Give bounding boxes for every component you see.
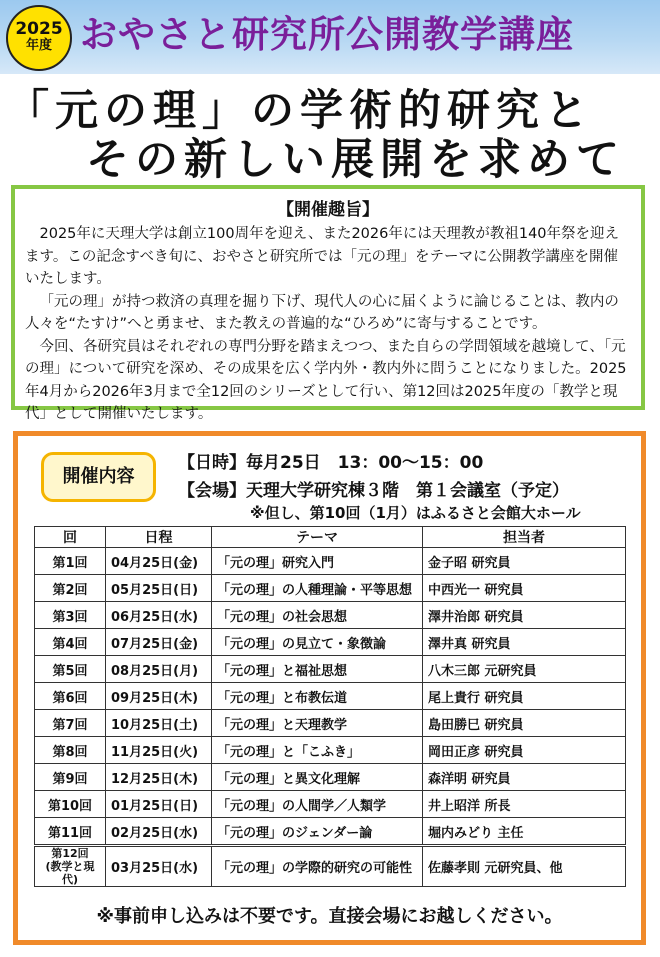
cell-theme: 「元の理」の人間学／人類学 bbox=[212, 791, 423, 818]
col-header-theme: テーマ bbox=[212, 527, 423, 548]
cell-person: 金子昭 研究員 bbox=[423, 548, 626, 575]
cell-theme: 「元の理」の見立て・象徴論 bbox=[212, 629, 423, 656]
cell-person: 堀内みどり 主任 bbox=[423, 818, 626, 846]
year-badge bbox=[6, 5, 72, 71]
cell-date: 10月25日(土) bbox=[106, 710, 212, 737]
year-suffix: 年度 bbox=[25, 38, 52, 53]
cell-no: 第1回 bbox=[35, 548, 106, 575]
table-row bbox=[35, 683, 626, 710]
cell-no: 第4回 bbox=[35, 629, 106, 656]
cell-date: 12月25日(木) bbox=[106, 764, 212, 791]
cell-no: 第5回 bbox=[35, 656, 106, 683]
cell-person: 八木三郎 元研究員 bbox=[423, 656, 626, 683]
cell-person: 中西光一 研究員 bbox=[423, 575, 626, 602]
main-title-line1: 「元の理」の学術的研究と bbox=[6, 86, 594, 136]
table-row bbox=[35, 737, 626, 764]
content-label: 開催内容 bbox=[41, 452, 156, 502]
cell-theme: 「元の理」の学際的研究の可能性 bbox=[212, 846, 423, 887]
col-header-no: 回 bbox=[35, 527, 106, 548]
purpose-paragraph: 今回、各研究員はそれぞれの専門分野を踏まえつつ、また自らの学問領域を越境して、「元の理」について研究を深め、その成果を広く学内外・教内外に問うことになりました。2025年4月から2026年3月まで全12回のシリーズとして行い、第12回は2025年度の「教学と現代」として開催いたします。 bbox=[25, 338, 627, 422]
cell-no: 第9回 bbox=[35, 764, 106, 791]
cell-theme: 「元の理」のジェンダー論 bbox=[212, 818, 423, 846]
venue-note: ※但し、第10回（1月）はふるさと会館大ホール bbox=[250, 504, 581, 522]
purpose-body bbox=[25, 223, 631, 426]
cell-no: 第7回 bbox=[35, 710, 106, 737]
cell-theme: 「元の理」と「こふき」 bbox=[212, 737, 423, 764]
table-row bbox=[35, 764, 626, 791]
venue-info: 【会場】天理大学研究棟３階 第１会議室（予定） bbox=[178, 481, 569, 501]
cell-no bbox=[35, 846, 106, 887]
schedule-box bbox=[13, 431, 646, 945]
cell-date: 11月25日(火) bbox=[106, 737, 212, 764]
cell-no: 第2回 bbox=[35, 575, 106, 602]
cell-date: 06月25日(水) bbox=[106, 602, 212, 629]
footer-note: ※事前申し込みは不要です。直接会場にお越しください。 bbox=[96, 906, 563, 927]
cell-date: 01月25日(日) bbox=[106, 791, 212, 818]
cell-person: 澤井真 研究員 bbox=[423, 629, 626, 656]
col-header-date: 日程 bbox=[106, 527, 212, 548]
cell-theme: 「元の理」の社会思想 bbox=[212, 602, 423, 629]
cell-person: 尾上貴行 研究員 bbox=[423, 683, 626, 710]
cell-theme: 「元の理」と天理教学 bbox=[212, 710, 423, 737]
table-row bbox=[35, 602, 626, 629]
cell-theme: 「元の理」と福祉思想 bbox=[212, 656, 423, 683]
cell-person: 岡田正彦 研究員 bbox=[423, 737, 626, 764]
cell-person: 井上昭洋 所長 bbox=[423, 791, 626, 818]
main-title-line2: その新しい展開を求めて bbox=[86, 135, 625, 185]
cell-date: 02月25日(水) bbox=[106, 818, 212, 846]
cell-date: 04月25日(金) bbox=[106, 548, 212, 575]
purpose-paragraph: 「元の理」が持つ救済の真理を掘り下げ、現代人の心に届くように論じることは、教内の人々を“たすけ”へと勇ませ、また教えの普遍的な“ひろめ”に寄与することです。 bbox=[25, 293, 619, 332]
cell-date: 05月25日(日) bbox=[106, 575, 212, 602]
cell-theme: 「元の理」と異文化理解 bbox=[212, 764, 423, 791]
cell-no: 第11回 bbox=[35, 818, 106, 846]
header-band bbox=[0, 0, 660, 74]
table-row-special bbox=[35, 846, 626, 887]
table-header-row bbox=[35, 527, 626, 548]
table-row bbox=[35, 548, 626, 575]
year-number: 2025 bbox=[15, 19, 63, 39]
purpose-box bbox=[11, 185, 645, 422]
cell-person: 島田勝巳 研究員 bbox=[423, 710, 626, 737]
cell-date: 07月25日(金) bbox=[106, 629, 212, 656]
cell-theme: 「元の理」と布教伝道 bbox=[212, 683, 423, 710]
cell-no: 第10回 bbox=[35, 791, 106, 818]
cell-theme: 「元の理」の人種理論・平等思想 bbox=[212, 575, 423, 602]
col-header-person: 担当者 bbox=[423, 527, 626, 548]
table-row bbox=[35, 710, 626, 737]
cell-date: 03月25日(水) bbox=[106, 846, 212, 887]
schedule-table bbox=[34, 526, 626, 887]
cell-person: 佐藤孝則 元研究員、他 bbox=[423, 846, 626, 887]
cell-no: 第8回 bbox=[35, 737, 106, 764]
cell-person: 森洋明 研究員 bbox=[423, 764, 626, 791]
cell-no-main: 第12回 bbox=[51, 847, 89, 860]
table-row bbox=[35, 656, 626, 683]
cell-no-sub: (教学と現代) bbox=[45, 860, 95, 886]
purpose-paragraph: 2025年に天理大学は創立100周年を迎え、また2026年には天理教が教祖140年祭を迎えます。この記念すべき旬に、おやさと研究所では「元の理」をテーマに公開教学講座を開催いたします。 bbox=[25, 226, 620, 287]
header-title: おやさと研究所公開教学講座 bbox=[80, 13, 574, 56]
cell-no: 第6回 bbox=[35, 683, 106, 710]
cell-theme: 「元の理」研究入門 bbox=[212, 548, 423, 575]
cell-date: 09月25日(木) bbox=[106, 683, 212, 710]
table-row bbox=[35, 818, 626, 846]
table-row bbox=[35, 575, 626, 602]
table-row bbox=[35, 629, 626, 656]
cell-no: 第3回 bbox=[35, 602, 106, 629]
cell-date: 08月25日(月) bbox=[106, 656, 212, 683]
purpose-title: 【開催趣旨】 bbox=[277, 200, 379, 220]
cell-person: 澤井治郎 研究員 bbox=[423, 602, 626, 629]
table-row bbox=[35, 791, 626, 818]
datetime-info: 【日時】毎月25日 13：00〜15：00 bbox=[178, 453, 484, 473]
